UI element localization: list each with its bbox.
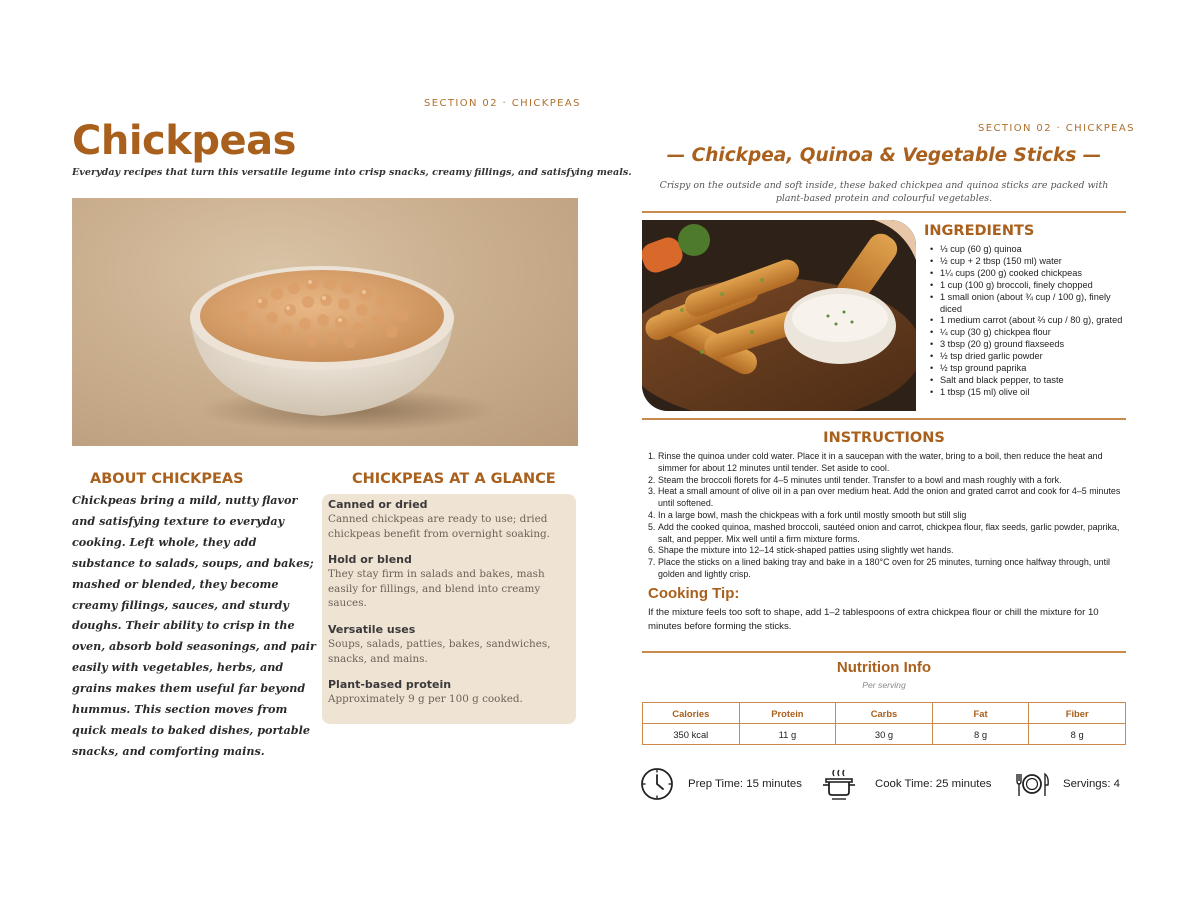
step-number: 6. [648,545,656,556]
nutrition-col-header: Calories [643,703,740,724]
glance-item-text: They stay firm in salads and bakes, mash easily for fillings, and blend into creamy sauces. [328,568,545,610]
ingredient-item: • Salt and black pepper, to taste [930,375,1126,387]
ingredient-item: • ½ tsp dried garlic powder [930,351,1126,363]
nutrition-value-row [643,724,1126,745]
nutrition-cell: 11 g [739,724,836,745]
servings-label: Servings: 4 [1063,778,1120,790]
nutrition-cell: 350 kcal [643,724,740,745]
ingredient-item: • 1 tbsp (15 ml) olive oil [930,387,1126,399]
ingredients-list [930,244,1126,399]
glance-item-title: Versatile uses [328,622,416,636]
step-text: Add the cooked quinoa, mashed broccoli, sautéed onion and carrot, chickpea flour, flax seeds, garlic powder, paprika, salt, and pepper. Mix well until a firm mixture forms. [658,521,1120,544]
ingredient-item: • 3 tbsp (20 g) ground flaxseeds [930,339,1126,351]
step-text: Shape the mixture into 12–14 stick-shaped patties using slightly wet hands. [658,545,954,556]
glance-item-title: Canned or dried [328,498,428,511]
glance-item-title: Plant-based protein [328,678,452,692]
page-title: Chickpeas [72,118,296,164]
ingredient-item: • ½ tsp ground paprika [930,363,1126,375]
servings [1015,766,1120,802]
clock-icon [640,767,674,801]
section-tag-right: SECTION 02 · CHICKPEAS [978,123,1135,134]
nutrition-col-header: Protein [739,703,836,724]
glance-item [328,623,568,666]
step-number: 5. [648,521,656,532]
step-number: 4. [648,509,656,520]
nutrition-cell: 30 g [836,724,933,745]
step-text: Heat a small amount of olive oil in a pan over medium heat. Add the onion and grated carrot and cook for 4–5 minutes until softened. [658,486,1121,509]
instruction-step [648,510,1122,522]
nutrition-cell: 8 g [932,724,1029,745]
glance-item [328,498,568,541]
nutrition-col-header: Fat [932,703,1029,724]
about-text: Chickpeas bring a mild, nutty flavor and satisfying texture to everyday cooking. Left whole, they add substance to salads, soups, and bakes; mashed or blended, they become creamy fillings, sauces, and sturdy doughs. Their ability to crisp in the oven, absorb bold seasonings, and pair easily with vegetables, herbs, and grains makes them useful far beyond hummus. This section moves from quick meals to baked dishes, portable snacks, and comforting mains. [72,493,316,758]
prep-time [640,766,802,802]
tip-heading: Cooking Tip: [648,585,740,602]
glance-item-text: Approximately 9 g per 100 g cooked. [328,693,523,706]
glance-box [322,494,576,724]
nutrition-subheading: Per serving [862,680,906,690]
tip-text: If the mixture feels too soft to shape, add 1–2 tablespoons of extra chickpea flour or chill the mixture for 10 minutes before forming the sticks. [648,607,1099,632]
nutrition-heading: Nutrition Info [836,659,932,676]
nutrition-col-header: Carbs [836,703,933,724]
ingredient-item: • 1 small onion (about ¾ cup / 100 g), finely diced [930,292,1126,316]
nutrition-header-row [643,703,1126,724]
ingredient-item: • ½ cup + 2 tbsp (150 ml) water [930,256,1126,268]
instruction-step [648,557,1122,581]
instruction-step [648,486,1122,510]
step-number: 7. [648,557,656,568]
instruction-step [648,545,1122,557]
ingredient-item: • 1 medium carrot (about ⅔ cup / 80 g), grated [930,315,1126,327]
cook-time [822,766,992,802]
glance-heading: CHICKPEAS AT A GLANCE [352,471,556,487]
step-number: 3. [648,486,656,497]
about-heading: ABOUT CHICKPEAS [90,471,244,487]
page-subtitle: Everyday recipes that turn this versatile legume into crisp snacks, creamy fillings, and satisfying meals. [72,167,632,178]
divider-top [642,211,1126,213]
step-text: Place the sticks on a lined baking tray and bake in a 180°C oven for 25 minutes, turning once halfway through, until golden and lightly crisp. [658,557,1111,579]
plate-cutlery-icon [1015,767,1049,801]
nutrition-cell: 8 g [1029,724,1126,745]
step-text: Rinse the quinoa under cold water. Place it in a saucepan with the water, bring to a boil, then reduce the heat and simmer for about 12 minutes until tender. Set aside to cool. [658,451,1103,473]
nutrition-col-header: Fiber [1029,703,1126,724]
ingredients-heading: INGREDIENTS [924,223,1035,239]
ingredient-item: • 1¼ cups (200 g) cooked chickpeas [930,268,1126,280]
instructions-list [648,451,1122,581]
glance-item-text: Canned chickpeas are ready to use; dried chickpeas benefit from overnight soaking. [328,513,550,540]
recipe-title: — Chickpea, Quinoa & Vegetable Sticks — [666,145,1102,166]
recipe-intro: Crispy on the outside and soft inside, these baked chickpea and quinoa sticks are packed with plant-based protein and colourful vegetables. [659,180,1109,204]
prep-time-label: Prep Time: 15 minutes [688,778,802,790]
glance-item [328,678,568,707]
instruction-step [648,451,1122,475]
section-tag-left: SECTION 02 · CHICKPEAS [424,98,581,109]
step-number: 2. [648,474,656,485]
ingredient-item: • ⅓ cup (60 g) quinoa [930,244,1126,256]
instruction-step [648,475,1122,487]
divider-bottom [642,651,1126,653]
step-text: Steam the broccoli florets for 4–5 minutes until tender. Transfer to a bowl and mash roughly with a fork. [658,474,1062,485]
chickpea-bowl-image [72,198,578,446]
glance-item-title: Hold or blend [328,553,412,567]
veggie-sticks-image [642,220,916,411]
step-number: 1. [648,451,656,461]
glance-item [328,553,568,611]
ingredient-item: • ¼ cup (30 g) chickpea flour [930,327,1126,339]
nutrition-table [642,702,1126,745]
instructions-heading: INSTRUCTIONS [823,430,945,446]
pot-icon [822,767,856,801]
cook-time-label: Cook Time: 25 minutes [875,778,992,790]
glance-item-text: Soups, salads, patties, bakes, sandwiches, snacks, and mains. [328,637,551,665]
divider-middle [642,418,1126,420]
instruction-step [648,522,1122,546]
step-text: In a large bowl, mash the chickpeas with a fork until mostly smooth but still slig [658,509,967,520]
ingredient-item: • 1 cup (100 g) broccoli, finely chopped [930,280,1126,292]
